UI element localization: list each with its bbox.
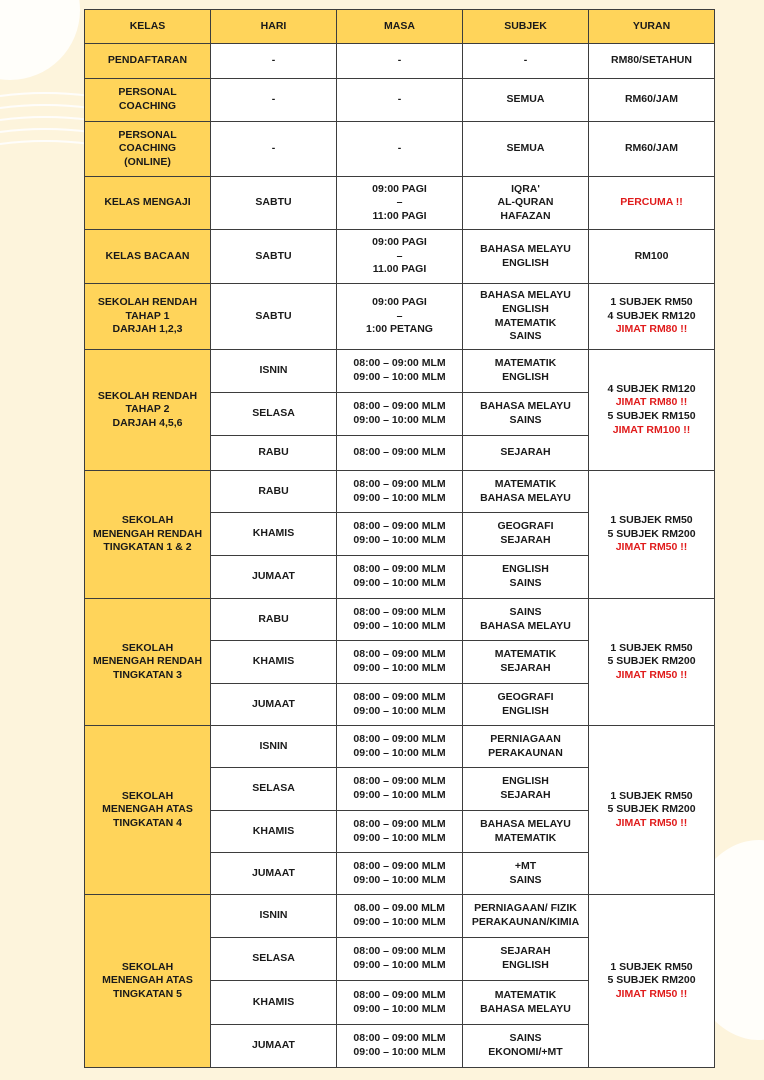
yuran-cell: [589, 177, 715, 230]
hari-cell: JUMAAT: [211, 556, 337, 599]
kelas-cell: SEKOLAH MENENGAH RENDAH TINGKATAN 3: [85, 599, 211, 726]
hari-cell: SABTU: [211, 230, 337, 284]
hari-cell: JUMAAT: [211, 684, 337, 726]
masa-cell: 08:00 – 09:00 MLM 09:00 – 10:00 MLM: [337, 768, 463, 811]
masa-cell: 09:00 PAGI – 11:00 PAGI: [337, 177, 463, 230]
row-menengah-atas-t4: [85, 726, 715, 768]
kelas-cell: KELAS MENGAJI: [85, 177, 211, 230]
yuran-highlight: JIMAT RM50 !!: [615, 668, 688, 681]
hari-cell: RABU: [211, 471, 337, 513]
row-sekolah-rendah-tahap-1: [85, 284, 715, 350]
hari-cell: SELASA: [211, 393, 337, 436]
yuran-highlight: JIMAT RM50 !!: [615, 816, 688, 829]
subjek-cell: SEMUA: [463, 122, 589, 177]
yuran-cell: RM60/JAM: [589, 79, 715, 122]
masa-cell: 08:00 – 09:00 MLM 09:00 – 10:00 MLM: [337, 981, 463, 1025]
hari-cell: -: [211, 44, 337, 79]
header-kelas: KELAS: [85, 10, 211, 44]
yuran-cell: [589, 726, 715, 895]
masa-cell: 08:00 – 09:00 MLM 09:00 – 10:00 MLM: [337, 641, 463, 684]
yuran-highlight: JIMAT RM80 !!: [615, 323, 688, 336]
subjek-cell: -: [463, 44, 589, 79]
yuran-cell: RM100: [589, 230, 715, 284]
yuran-cell: [589, 471, 715, 599]
subjek-cell: MATEMATIK BAHASA MELAYU: [463, 981, 589, 1025]
subjek-cell: +MT SAINS: [463, 853, 589, 895]
yuran-highlight: PERCUMA !!: [620, 196, 683, 209]
masa-cell: -: [337, 122, 463, 177]
yuran-text: 1 SUBJEK RM50 4 SUBJEK RM120: [607, 296, 696, 322]
kelas-cell: PERSONAL COACHING (ONLINE): [85, 122, 211, 177]
yuran-text: 1 SUBJEK RM50 5 SUBJEK RM200: [607, 514, 696, 540]
subjek-cell: PERNIAGAAN PERAKAUNAN: [463, 726, 589, 768]
subjek-cell: SEJARAH ENGLISH: [463, 938, 589, 981]
hari-cell: RABU: [211, 436, 337, 471]
subjek-cell: SEJARAH: [463, 436, 589, 471]
subjek-cell: BAHASA MELAYU ENGLISH MATEMATIK SAINS: [463, 284, 589, 350]
masa-cell: 08:00 – 09:00 MLM 09:00 – 10:00 MLM: [337, 853, 463, 895]
yuran-text: 1 SUBJEK RM50 5 SUBJEK RM200: [607, 641, 696, 668]
hari-cell: RABU: [211, 599, 337, 641]
masa-cell: 08:00 – 09:00 MLM 09:00 – 10:00 MLM: [337, 556, 463, 599]
row-kelas-bacaan: [85, 230, 715, 284]
masa-cell: 08:00 – 09:00 MLM 09:00 – 10:00 MLM: [337, 684, 463, 726]
row-kelas-mengaji: [85, 177, 715, 230]
subjek-cell: BAHASA MELAYU MATEMATIK: [463, 811, 589, 853]
kelas-cell: SEKOLAH MENENGAH ATAS TINGKATAN 5: [85, 895, 211, 1068]
masa-cell: 08:00 – 09:00 MLM 09:00 – 10:00 MLM: [337, 350, 463, 393]
subjek-cell: MATEMATIK BAHASA MELAYU: [463, 471, 589, 513]
class-schedule-table: [84, 9, 715, 1068]
row-sekolah-rendah-tahap-2: [85, 350, 715, 393]
header-yuran: YURAN: [589, 10, 715, 44]
kelas-cell: KELAS BACAAN: [85, 230, 211, 284]
subjek-cell: SEMUA: [463, 79, 589, 122]
kelas-cell: PERSONAL COACHING: [85, 79, 211, 122]
yuran-highlight: JIMAT RM80 !!: [615, 396, 688, 409]
masa-cell: -: [337, 79, 463, 122]
yuran-text: 1 SUBJEK RM50 5 SUBJEK RM200: [607, 960, 696, 987]
yuran-cell: RM80/SETAHUN: [589, 44, 715, 79]
hari-cell: KHAMIS: [211, 981, 337, 1025]
subjek-cell: BAHASA MELAYU ENGLISH: [463, 230, 589, 284]
yuran-text: 5 SUBJEK RM150: [607, 410, 696, 422]
masa-cell: 08:00 – 09:00 MLM 09:00 – 10:00 MLM: [337, 471, 463, 513]
yuran-cell: [589, 895, 715, 1068]
kelas-cell: SEKOLAH MENENGAH RENDAH TINGKATAN 1 & 2: [85, 471, 211, 599]
masa-cell: -: [337, 44, 463, 79]
masa-cell: 09:00 PAGI – 11.00 PAGI: [337, 230, 463, 284]
subjek-cell: MATEMATIK ENGLISH: [463, 350, 589, 393]
hari-cell: JUMAAT: [211, 1025, 337, 1068]
subjek-cell: GEOGRAFI SEJARAH: [463, 513, 589, 556]
subjek-cell: SAINS BAHASA MELAYU: [463, 599, 589, 641]
yuran-text: 1 SUBJEK RM50 5 SUBJEK RM200: [607, 789, 696, 816]
header-masa: MASA: [337, 10, 463, 44]
hari-cell: SELASA: [211, 768, 337, 811]
masa-cell: 08:00 – 09:00 MLM 09:00 – 10:00 MLM: [337, 811, 463, 853]
subjek-cell: ENGLISH SAINS: [463, 556, 589, 599]
row-menengah-rendah-t1-2: [85, 471, 715, 513]
yuran-text: 4 SUBJEK RM120: [607, 382, 696, 395]
hari-cell: KHAMIS: [211, 641, 337, 684]
yuran-cell: [589, 350, 715, 471]
header-row: [85, 10, 715, 44]
subjek-cell: GEOGRAFI ENGLISH: [463, 684, 589, 726]
yuran-highlight: JIMAT RM50 !!: [615, 541, 688, 554]
hari-cell: SABTU: [211, 177, 337, 230]
subjek-cell: ENGLISH SEJARAH: [463, 768, 589, 811]
header-hari: HARI: [211, 10, 337, 44]
masa-cell: 08:00 – 09:00 MLM 09:00 – 10:00 MLM: [337, 938, 463, 981]
yuran-highlight: JIMAT RM50 !!: [615, 987, 688, 1000]
masa-cell: 08:00 – 09:00 MLM: [337, 436, 463, 471]
yuran-highlight: JIMAT RM100 !!: [612, 423, 691, 436]
kelas-cell: PENDAFTARAN: [85, 44, 211, 79]
row-personal-coaching-online: [85, 122, 715, 177]
hari-cell: -: [211, 122, 337, 177]
subjek-cell: SAINS EKONOMI/+MT: [463, 1025, 589, 1068]
masa-cell: 08:00 – 09:00 MLM 09:00 – 10:00 MLM: [337, 513, 463, 556]
masa-cell: 08:00 – 09:00 MLM 09:00 – 10:00 MLM: [337, 726, 463, 768]
decor-circle-top-left: [0, 0, 80, 80]
subjek-cell: PERNIAGAAN/ FIZIK PERAKAUNAN/KIMIA: [463, 895, 589, 938]
hari-cell: ISNIN: [211, 895, 337, 938]
hari-cell: ISNIN: [211, 350, 337, 393]
hari-cell: SELASA: [211, 938, 337, 981]
hari-cell: JUMAAT: [211, 853, 337, 895]
yuran-cell: [589, 599, 715, 726]
masa-cell: 08.00 – 09.00 MLM 09:00 – 10:00 MLM: [337, 895, 463, 938]
masa-cell: 08:00 – 09:00 MLM 09:00 – 10:00 MLM: [337, 393, 463, 436]
kelas-cell: SEKOLAH RENDAH TAHAP 1 DARJAH 1,2,3: [85, 284, 211, 350]
row-personal-coaching: [85, 79, 715, 122]
masa-cell: 08:00 – 09:00 MLM 09:00 – 10:00 MLM: [337, 1025, 463, 1068]
yuran-cell: [589, 284, 715, 350]
kelas-cell: SEKOLAH MENENGAH ATAS TINGKATAN 4: [85, 726, 211, 895]
hari-cell: SABTU: [211, 284, 337, 350]
hari-cell: -: [211, 79, 337, 122]
yuran-cell: RM60/JAM: [589, 122, 715, 177]
kelas-cell: SEKOLAH RENDAH TAHAP 2 DARJAH 4,5,6: [85, 350, 211, 471]
subjek-cell: MATEMATIK SEJARAH: [463, 641, 589, 684]
row-menengah-rendah-t3: [85, 599, 715, 641]
masa-cell: 09:00 PAGI – 1:00 PETANG: [337, 284, 463, 350]
row-pendaftaran: [85, 44, 715, 79]
hari-cell: KHAMIS: [211, 513, 337, 556]
masa-cell: 08:00 – 09:00 MLM 09:00 – 10:00 MLM: [337, 599, 463, 641]
row-menengah-atas-t5: [85, 895, 715, 938]
hari-cell: KHAMIS: [211, 811, 337, 853]
hari-cell: ISNIN: [211, 726, 337, 768]
decor-lines: [0, 88, 90, 158]
subjek-cell: IQRA' AL-QURAN HAFAZAN: [463, 177, 589, 230]
header-subjek: SUBJEK: [463, 10, 589, 44]
subjek-cell: BAHASA MELAYU SAINS: [463, 393, 589, 436]
